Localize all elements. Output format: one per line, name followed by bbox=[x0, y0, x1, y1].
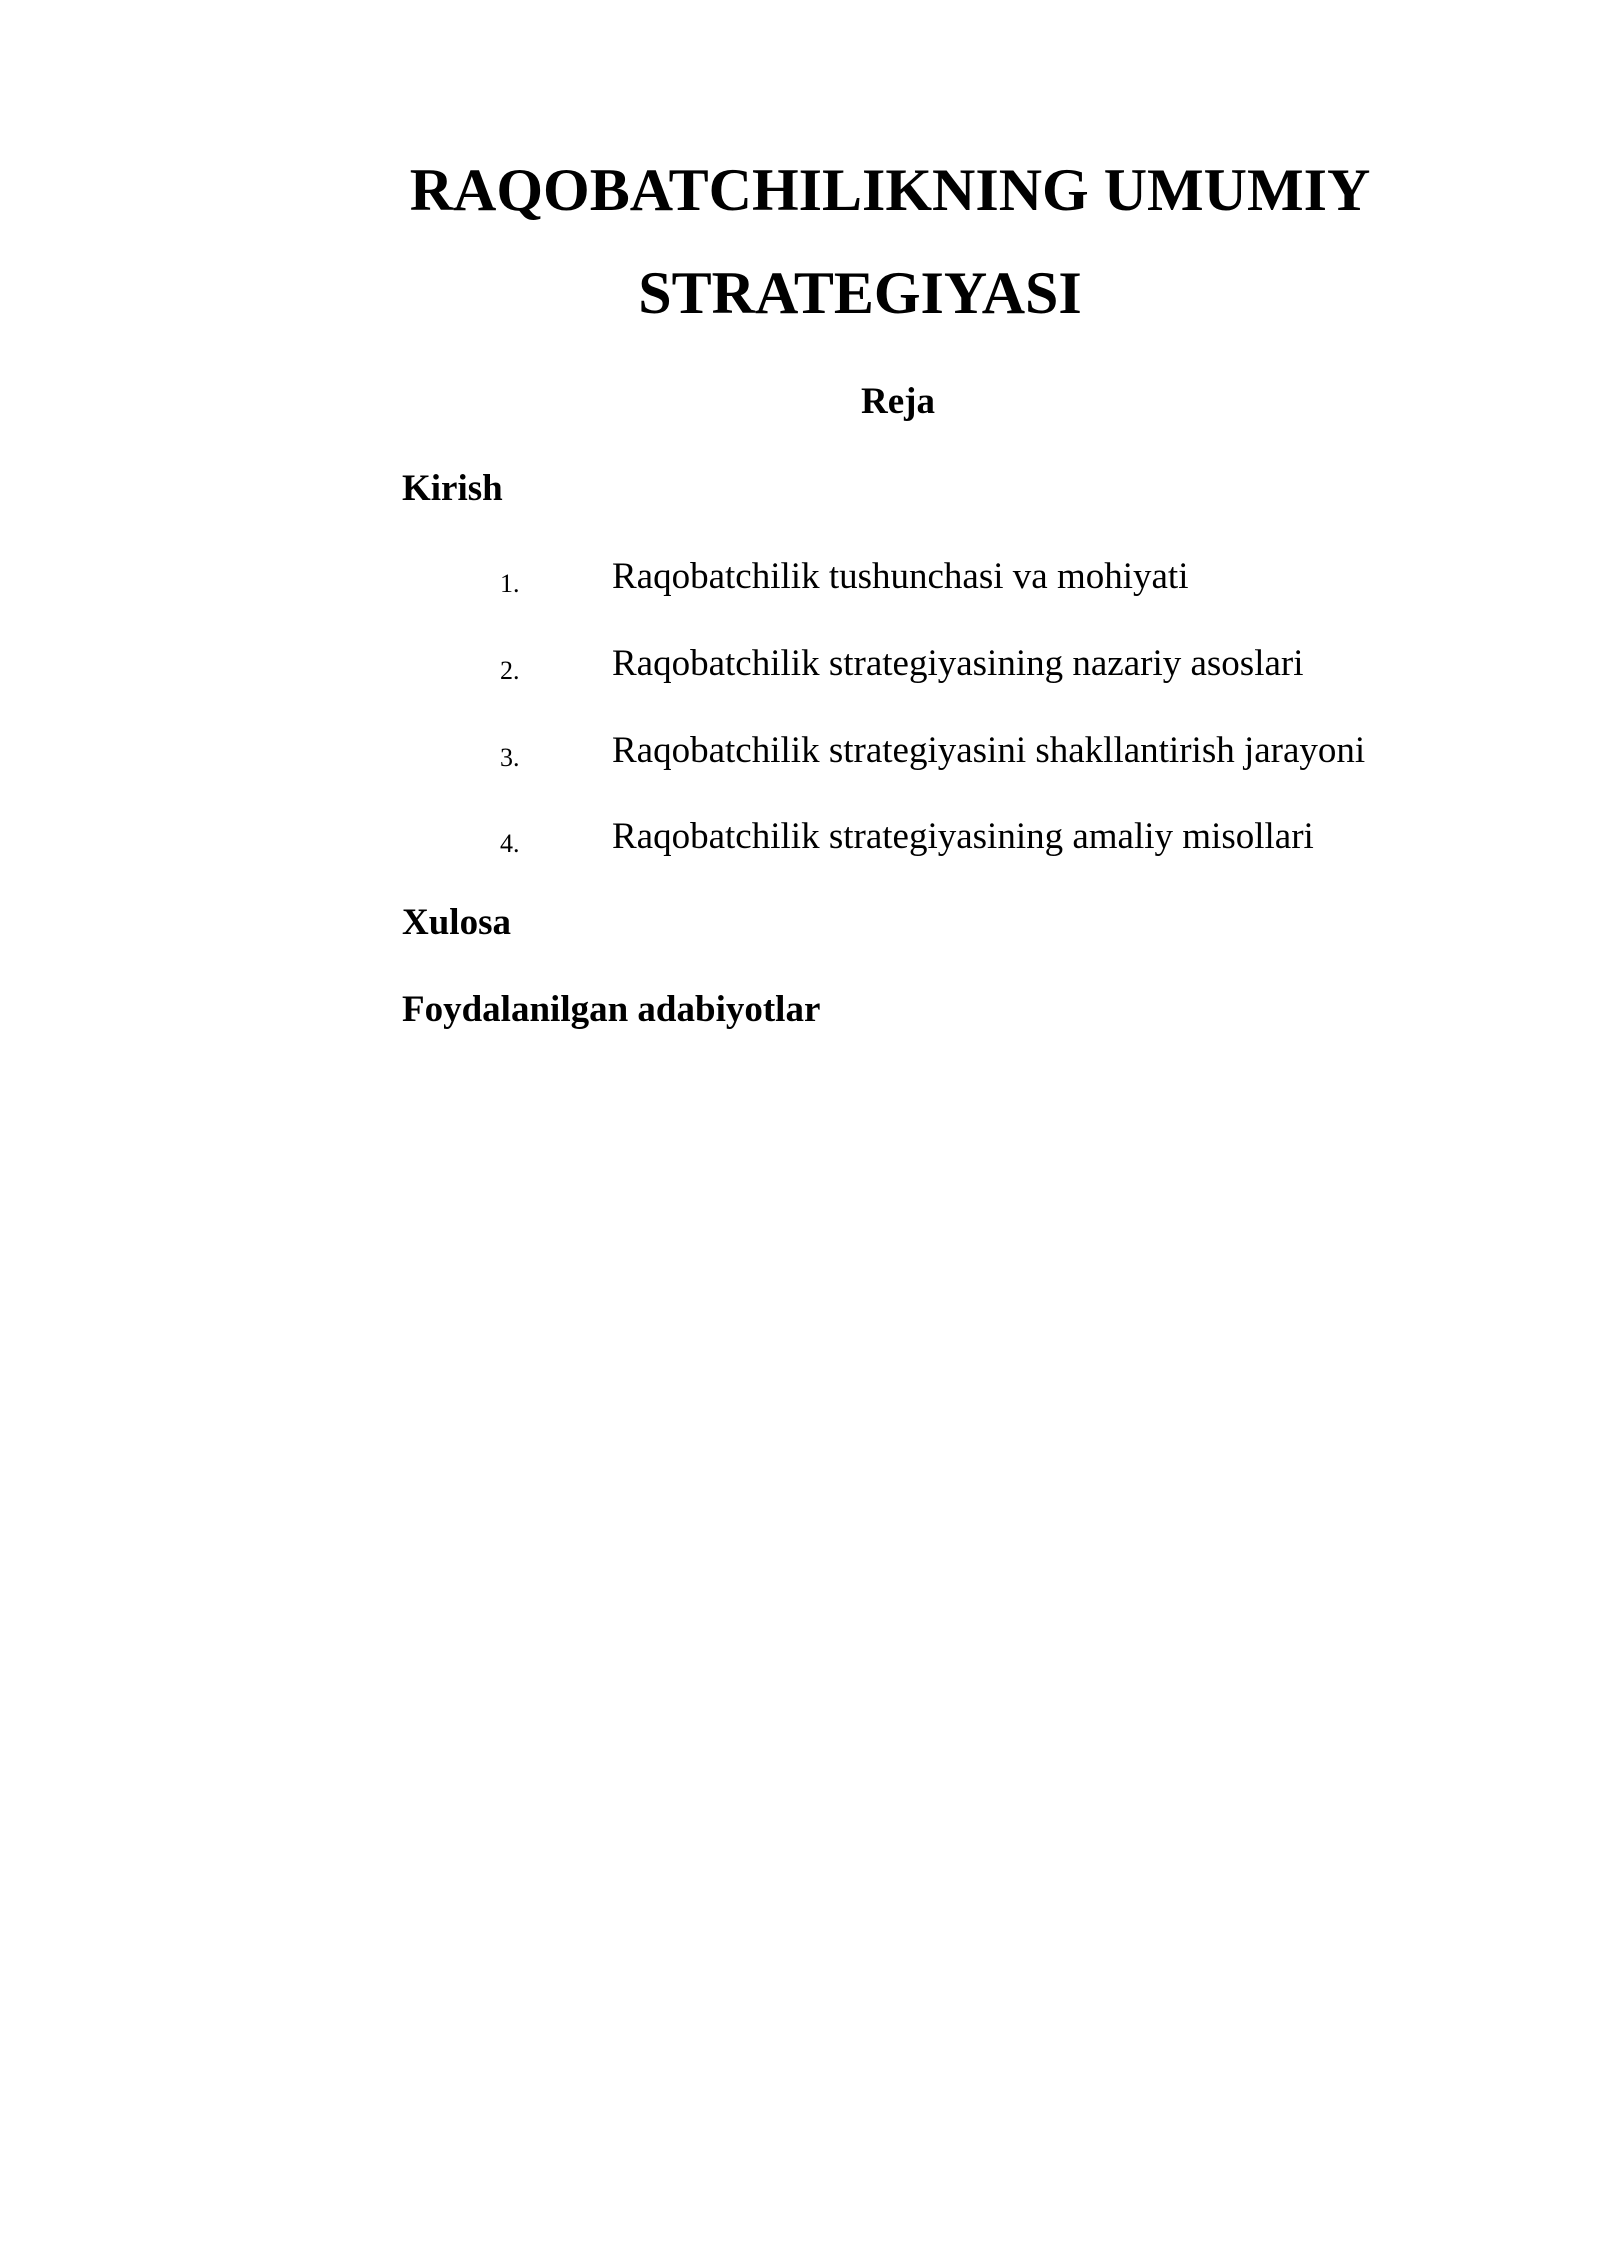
intro-heading: Kirish bbox=[402, 468, 503, 509]
plan-item-text: Raqobatchilik tushunchasi va mohiyati bbox=[612, 556, 1189, 597]
plan-item-number: 1. bbox=[500, 569, 520, 598]
plan-item-number: 4. bbox=[500, 829, 520, 858]
plan-list-item bbox=[0, 818, 1600, 868]
plan-item-number: 3. bbox=[500, 743, 520, 772]
document-title-line-1: RAQOBATCHILIKNING UMUMIY bbox=[409, 157, 1371, 223]
plan-item-text: Raqobatchilik strategiyasini shakllantirish jarayoni bbox=[612, 730, 1366, 771]
plan-item-text: Raqobatchilik strategiyasining nazariy asoslari bbox=[612, 643, 1304, 684]
plan-item-text: Raqobatchilik strategiyasining amaliy misollari bbox=[612, 816, 1314, 857]
document-title-line-2: STRATEGIYASI bbox=[638, 260, 1082, 326]
plan-list-item bbox=[0, 732, 1600, 782]
plan-heading: Reja bbox=[861, 381, 935, 422]
conclusion-heading: Xulosa bbox=[402, 902, 511, 943]
plan-item-number: 2. bbox=[500, 656, 520, 685]
references-heading: Foydalanilgan adabiyotlar bbox=[402, 989, 821, 1030]
plan-list-item bbox=[0, 645, 1600, 695]
plan-list-item bbox=[0, 558, 1600, 608]
